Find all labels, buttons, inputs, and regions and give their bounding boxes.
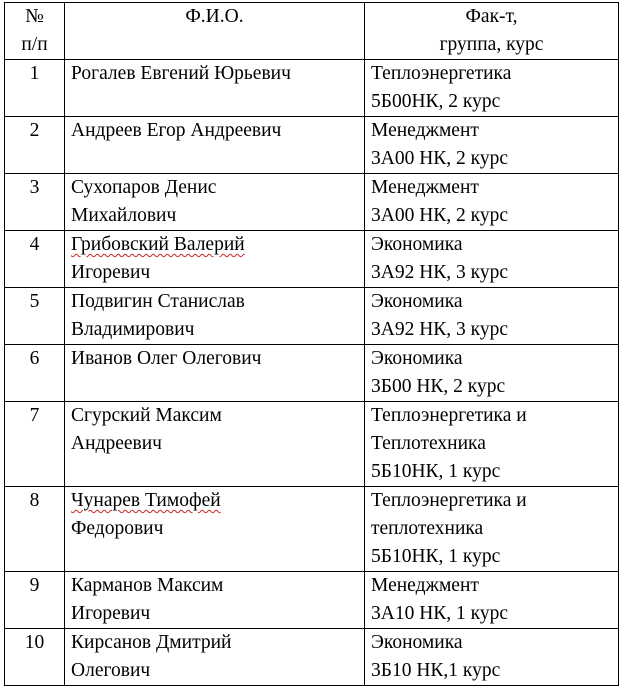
row-full-name	[65, 572, 365, 629]
full-name-line-2: Игоревич	[71, 262, 151, 283]
row-faculty-group	[365, 231, 619, 288]
row-number: 5	[5, 288, 65, 345]
full-name-line-1: Рогалев Евгений Юрьевич	[71, 63, 291, 84]
row-faculty-group	[365, 629, 619, 686]
full-name-line-1: Грибовский Валерий	[71, 234, 245, 255]
header-row	[5, 3, 619, 60]
row-faculty-group	[365, 402, 619, 487]
full-name-line-2: Владимирович	[71, 319, 195, 340]
header-number-line1: №	[25, 6, 44, 27]
table-row	[5, 629, 619, 686]
full-name-line-2: Федорович	[71, 518, 164, 539]
table-row	[5, 572, 619, 629]
table-row	[5, 487, 619, 572]
faculty-line-1: Экономика	[371, 291, 463, 312]
header-name-label: Ф.И.О.	[185, 6, 244, 27]
faculty-line-1: Экономика	[371, 234, 463, 255]
faculty-line-2: теплотехника	[371, 518, 484, 539]
faculty-line-1: Менеджмент	[371, 177, 479, 198]
full-name-line-1: Сгурский Максим	[71, 405, 222, 426]
faculty-line-2: 3Б00 НК, 2 курс	[371, 376, 506, 397]
row-number: 1	[5, 60, 65, 117]
faculty-line-2: 3А10 НК, 1 курс	[371, 603, 509, 624]
faculty-line-3: 5Б10НК, 1 курс	[371, 461, 501, 482]
row-faculty-group	[365, 117, 619, 174]
full-name-line-2: Андреевич	[71, 433, 162, 454]
full-name-line-1: Подвигин Станислав	[71, 291, 245, 312]
faculty-line-2: 3А00 НК, 2 курс	[371, 148, 509, 169]
faculty-line-2: 3А00 НК, 2 курс	[371, 205, 509, 226]
full-name-line-1: Чунарев Тимофей	[71, 490, 221, 511]
full-name-line-1: Сухопаров Денис	[71, 177, 217, 198]
row-number: 8	[5, 487, 65, 572]
row-number: 4	[5, 231, 65, 288]
row-number: 7	[5, 402, 65, 487]
full-name-line-1: Кирсанов Дмитрий	[71, 632, 232, 653]
table-row	[5, 288, 619, 345]
header-faculty	[365, 3, 619, 60]
faculty-line-1: Теплоэнергетика и	[371, 490, 527, 511]
faculty-line-1: Экономика	[371, 632, 463, 653]
faculty-line-1: Менеджмент	[371, 120, 479, 141]
row-faculty-group	[365, 60, 619, 117]
faculty-line-2: 3Б10 НК,1 курс	[371, 660, 501, 681]
row-full-name	[65, 629, 365, 686]
row-full-name	[65, 487, 365, 572]
row-number: 2	[5, 117, 65, 174]
header-number-line2: п/п	[21, 34, 48, 55]
row-full-name	[65, 402, 365, 487]
full-name-line-1: Карманов Максим	[71, 575, 224, 596]
row-number: 9	[5, 572, 65, 629]
student-table	[4, 2, 619, 686]
faculty-line-1: Экономика	[371, 348, 463, 369]
faculty-line-2: 5Б00НК, 2 курс	[371, 91, 501, 112]
row-full-name	[65, 60, 365, 117]
faculty-line-2: Теплотехника	[371, 433, 486, 454]
header-faculty-line2: группа, курс	[439, 34, 544, 55]
table-row	[5, 174, 619, 231]
table-row	[5, 345, 619, 402]
row-full-name	[65, 174, 365, 231]
row-full-name	[65, 117, 365, 174]
row-faculty-group	[365, 345, 619, 402]
row-faculty-group	[365, 174, 619, 231]
row-faculty-group	[365, 572, 619, 629]
faculty-line-3: 5Б10НК, 1 курс	[371, 546, 501, 567]
row-number: 6	[5, 345, 65, 402]
full-name-line-1: Иванов Олег Олегович	[71, 348, 262, 369]
faculty-line-1: Теплоэнергетика и	[371, 405, 527, 426]
row-number: 10	[5, 629, 65, 686]
row-full-name	[65, 288, 365, 345]
row-full-name	[65, 231, 365, 288]
full-name-line-2: Олегович	[71, 660, 151, 681]
faculty-line-2: 3А92 НК, 3 курс	[371, 262, 509, 283]
full-name-line-1: Андреев Егор Андреевич	[71, 120, 282, 141]
table-row	[5, 117, 619, 174]
faculty-line-2: 3А92 НК, 3 курс	[371, 319, 509, 340]
row-faculty-group	[365, 487, 619, 572]
faculty-line-1: Менеджмент	[371, 575, 479, 596]
table-row	[5, 231, 619, 288]
row-faculty-group	[365, 288, 619, 345]
full-name-line-2: Игоревич	[71, 603, 151, 624]
table-row	[5, 402, 619, 487]
header-faculty-line1: Фак-т,	[465, 6, 518, 27]
header-number	[5, 3, 65, 60]
header-name	[65, 3, 365, 60]
faculty-line-1: Теплоэнергетика	[371, 63, 512, 84]
full-name-line-2: Михайлович	[71, 205, 177, 226]
row-number: 3	[5, 174, 65, 231]
row-full-name	[65, 345, 365, 402]
table-row	[5, 60, 619, 117]
